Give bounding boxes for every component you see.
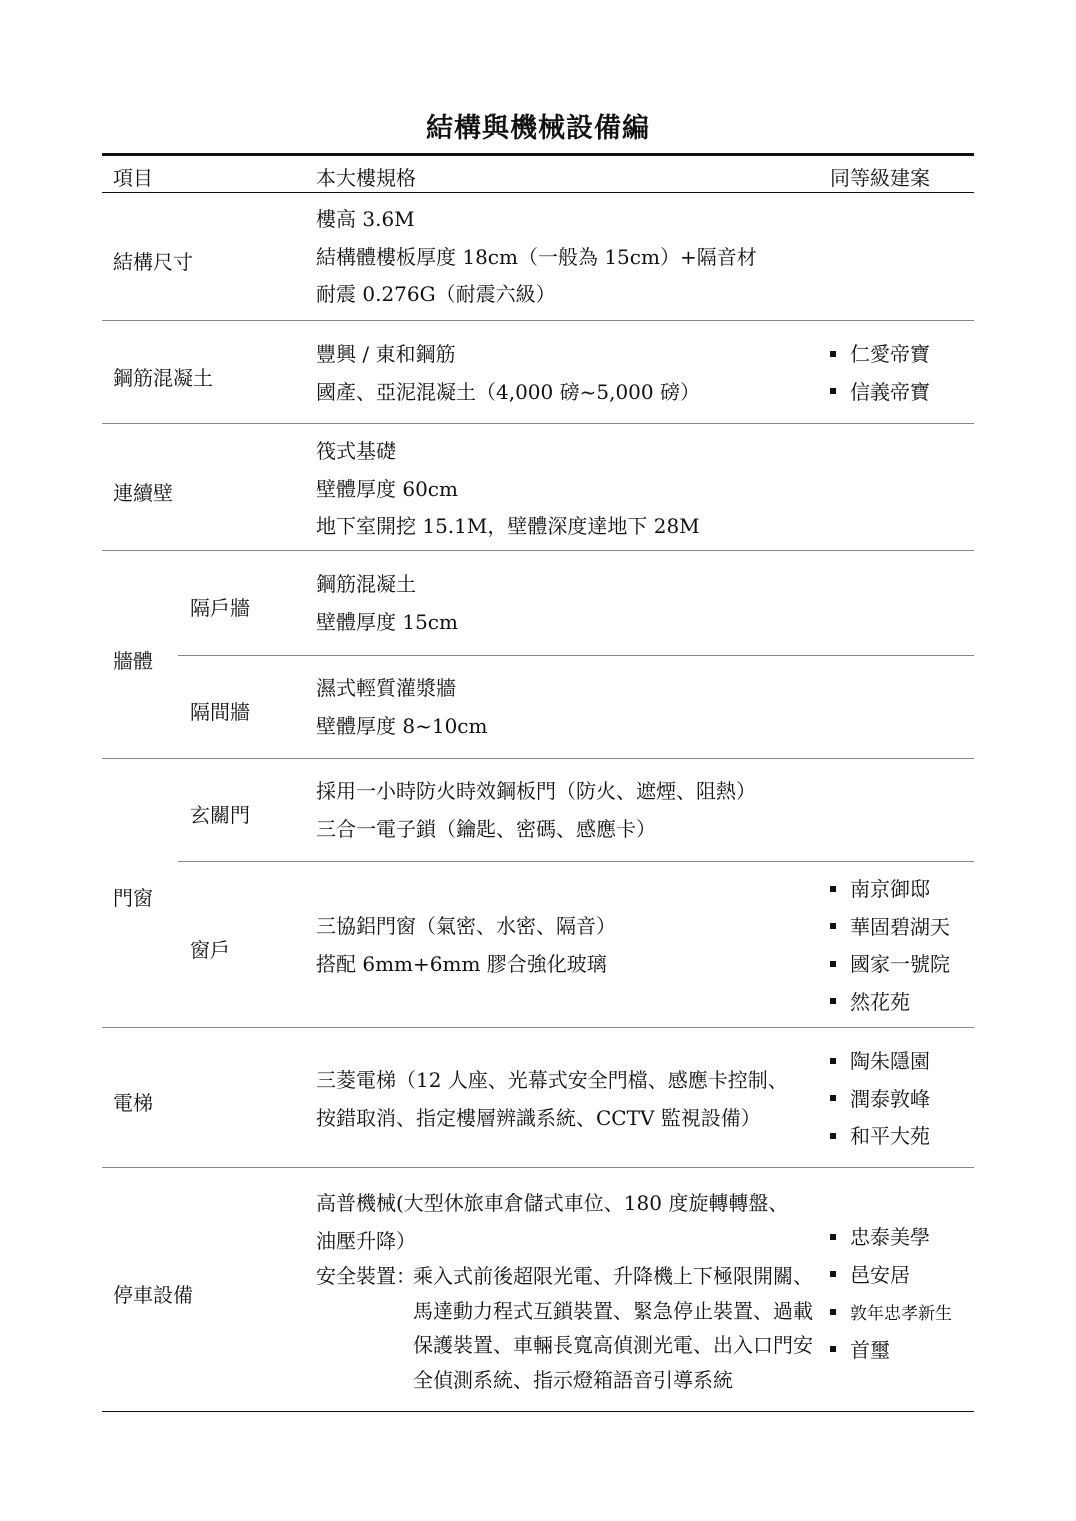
spec-party-wall	[316, 566, 458, 641]
projects-rebar	[830, 336, 930, 411]
sub-row-divider	[178, 655, 974, 656]
project-item: 敦年忠孝新生	[830, 1294, 952, 1332]
row-divider	[102, 423, 974, 424]
projects-parking	[830, 1219, 952, 1369]
header-item: 項目	[113, 166, 153, 190]
project-item: 仁愛帝寶	[830, 336, 930, 374]
spec-window	[316, 908, 616, 983]
row-label-doors: 門窗	[113, 886, 153, 910]
spec-line: 樓高 3.6M	[316, 207, 415, 231]
spec-line: 採用一小時防火時效鋼板門（防火、遮煙、阻熱）	[316, 779, 756, 803]
project-item: 信義帝寶	[830, 374, 930, 412]
spec-line: 三菱電梯（12 人座、光幕式安全門檔、感應卡控制、	[316, 1068, 788, 1092]
row-divider	[102, 320, 974, 321]
spec-rebar	[316, 336, 700, 411]
header-projects: 同等級建案	[830, 166, 930, 190]
spec-line: 乘入式前後超限光電、升降機上下極限開關、	[413, 1264, 813, 1288]
spec-line: 按錯取消、指定樓層辨識系統、CCTV 監視設備）	[316, 1105, 761, 1130]
sub-label-partition-wall: 隔間牆	[190, 700, 250, 724]
row-label-rebar: 鋼筋混凝土	[113, 366, 213, 390]
spec-line: 壁體厚度 60cm	[316, 476, 458, 501]
safety-devices	[413, 1259, 813, 1397]
spec-line: 濕式輕質灌漿牆	[316, 676, 456, 700]
spec-line: 地下室開挖 15.1M，壁體深度達地下 28M	[316, 514, 700, 538]
row-label-wall: 連續壁	[113, 481, 173, 505]
spec-line: 油壓升降）	[316, 1228, 416, 1253]
project-item: 陶朱隱園	[830, 1043, 930, 1081]
header-spec: 本大樓規格	[316, 166, 416, 190]
spec-elevator	[316, 1062, 788, 1137]
project-item: 南京御邸	[830, 871, 950, 909]
page-title: 結構與機械設備編	[426, 113, 650, 144]
row-label-elevator: 電梯	[113, 1091, 153, 1115]
spec-line: 耐震 0.276G（耐震六級）	[316, 282, 556, 306]
spec-line: 三協鋁門窗（氣密、水密、隔音）	[316, 914, 616, 938]
spec-line: 鋼筋混凝土	[316, 572, 416, 596]
spec-line: 結構體樓板厚度 18cm（一般為 15cm）+隔音材	[316, 244, 757, 269]
spec-wall	[316, 433, 700, 546]
project-item: 忠泰美學	[830, 1219, 952, 1257]
spec-line: 搭配 6mm+6mm 膠合強化玻璃	[316, 951, 607, 976]
row-divider	[102, 550, 974, 551]
project-item: 和平大苑	[830, 1118, 930, 1156]
spec-line: 高普機械(大型休旅車倉儲式車位、180 度旋轉轉盤、	[316, 1191, 789, 1215]
projects-window	[830, 871, 950, 1021]
project-item: 潤泰敦峰	[830, 1081, 930, 1119]
spec-line: 馬達動力程式互鎖裝置、緊急停止裝置、過載	[413, 1298, 813, 1323]
spec-line: 國產、亞泥混凝土（4,000 磅~5,000 磅）	[316, 379, 700, 404]
safety-label: 安全裝置：	[316, 1264, 416, 1288]
sub-label-window: 窗戶	[190, 938, 230, 962]
spec-line: 壁體厚度 15cm	[316, 609, 458, 634]
sub-label-party-wall: 隔戶牆	[190, 596, 250, 620]
row-label-parking: 停車設備	[113, 1283, 193, 1307]
project-item: 首璽	[830, 1332, 952, 1370]
sub-row-divider	[178, 861, 974, 862]
table-bottom-rule	[102, 1411, 974, 1412]
spec-line: 全偵測系統、指示燈箱語音引導系統	[413, 1367, 733, 1392]
project-item: 國家一號院	[830, 946, 950, 984]
spec-line: 三合一電子鎖（鑰匙、密碼、感應卡）	[316, 816, 656, 841]
spec-line: 筏式基礎	[316, 439, 396, 463]
project-item: 然花苑	[830, 984, 950, 1022]
spec-entrance-door	[316, 773, 756, 848]
spec-partition-wall	[316, 670, 487, 745]
projects-elevator	[830, 1043, 930, 1156]
spec-line: 壁體厚度 8~10cm	[316, 713, 488, 738]
spec-parking	[316, 1185, 788, 1260]
row-divider	[102, 1167, 974, 1168]
row-divider	[102, 758, 974, 759]
project-item: 華固碧湖天	[830, 909, 950, 947]
spec-line: 豐興 / 東和鋼筋	[316, 342, 456, 366]
row-label-structure: 結構尺寸	[113, 250, 193, 274]
spec-line: 保護裝置、車輛長寬高偵測光電、出入口門安	[413, 1333, 813, 1357]
header-bottom-rule	[102, 192, 974, 193]
sub-label-entrance-door: 玄關門	[190, 803, 250, 827]
project-item: 邑安居	[830, 1257, 952, 1295]
table-top-rule	[102, 153, 974, 156]
row-label-walls: 牆體	[113, 649, 153, 673]
spec-structure	[316, 201, 757, 314]
row-divider	[102, 1027, 974, 1028]
